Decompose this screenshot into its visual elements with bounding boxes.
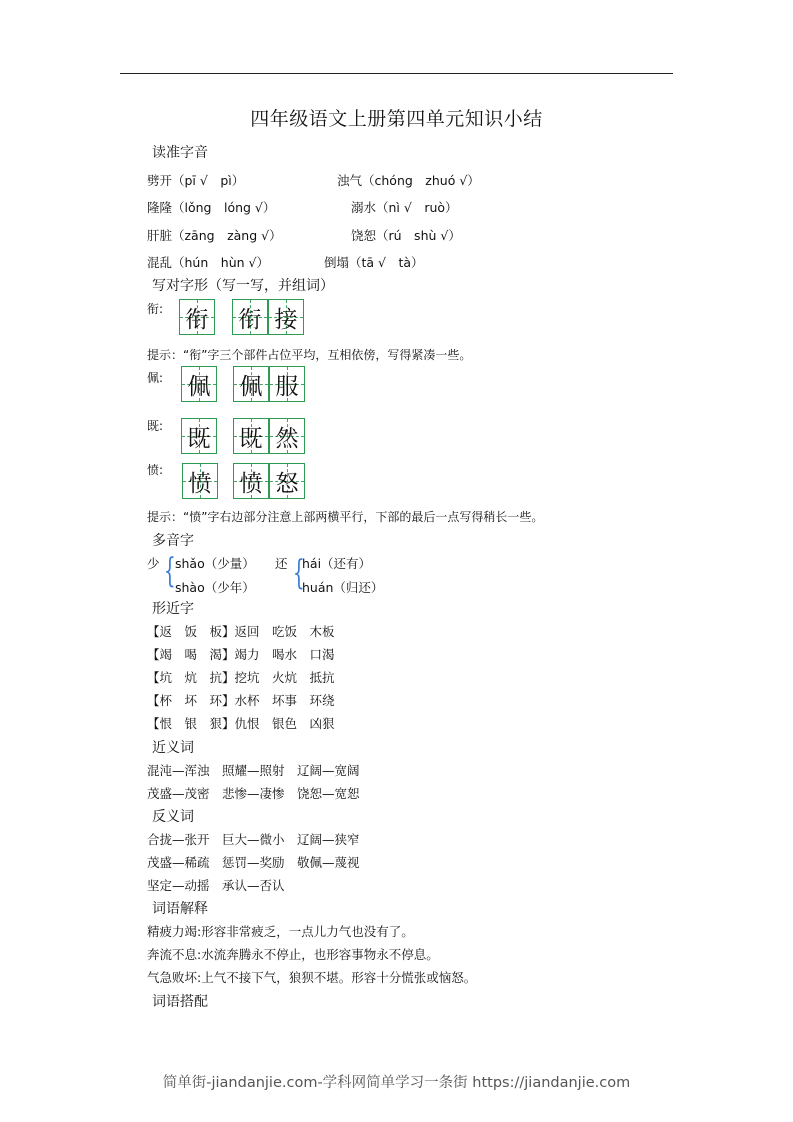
pron-item: 肝脏（zāng zàng √） xyxy=(147,228,282,243)
pron-item: 溺水（nì √ ruò） xyxy=(351,200,458,215)
writing-grid-box: 既 xyxy=(233,418,269,454)
writing-grid-box: 佩 xyxy=(181,366,217,402)
polyphone-char: 少 xyxy=(147,556,160,571)
section-heading-glyph: 写对字形（写一写，并组词） xyxy=(152,278,334,294)
writing-grid-box: 然 xyxy=(269,418,305,454)
section-heading-pronunciation: 读准字音 xyxy=(152,145,208,161)
footer-watermark: 简单街-jiandanjie.com-学科网简单学习一条街 https://jiandanjie.com xyxy=(162,1075,631,1091)
grid-label: 愤: xyxy=(147,463,164,477)
polyphone-reading: shào（少年） xyxy=(175,580,255,595)
section-heading-explain: 词语解释 xyxy=(152,901,208,917)
similar-row: 【竭 喝 渴】竭力 喝水 口渴 xyxy=(147,647,335,662)
writing-grid-box: 接 xyxy=(268,299,304,335)
pron-item: 倒塌（tā √ tà） xyxy=(324,255,424,270)
polyphone-reading: shǎo（少量） xyxy=(175,556,255,571)
pron-item: 浊气（chóng zhuó √） xyxy=(337,173,480,188)
section-heading-antonyms: 反义词 xyxy=(152,809,194,825)
section-heading-collocation: 词语搭配 xyxy=(152,994,208,1010)
writing-grid-box: 怒 xyxy=(269,463,305,499)
similar-row: 【坑 炕 抗】挖坑 火炕 抵抗 xyxy=(147,670,335,685)
antonym-row: 合拢—张开 巨大—微小 辽阔—狭窄 xyxy=(147,832,360,847)
antonym-row: 茂盛—稀疏 惩罚—奖励 敬佩—蔑视 xyxy=(147,855,360,870)
polyphone-char: 还 xyxy=(275,556,288,571)
explain-row: 气急败坏:上气不接下气，狼狈不堪。形容十分慌张或恼怒。 xyxy=(147,970,477,985)
writing-grid-box: 衔 xyxy=(232,299,268,335)
similar-row: 【恨 银 狠】仇恨 银色 凶狠 xyxy=(147,716,335,731)
writing-grid-box: 服 xyxy=(269,366,305,402)
header-rule xyxy=(120,73,673,74)
grid-label: 衔: xyxy=(147,302,164,316)
polyphone-reading: huán（归还） xyxy=(302,580,384,595)
pron-item: 劈开（pī √ pì） xyxy=(147,173,245,188)
grid-label: 佩: xyxy=(147,371,164,385)
explain-row: 精疲力竭:形容非常疲乏，一点儿力气也没有了。 xyxy=(147,924,414,939)
explain-row: 奔流不息:水流奔腾永不停止，也形容事物永不停息。 xyxy=(147,947,439,962)
writing-grid-box: 既 xyxy=(181,418,217,454)
pron-item: 隆隆（lǒng lóng √） xyxy=(147,200,276,215)
writing-grid-box: 佩 xyxy=(233,366,269,402)
tip-text: 提示：“愤”字右边部分注意上部两横平行，下部的最后一点写得稍长一些。 xyxy=(147,510,544,524)
tip-text: 提示：“衔”字三个部件占位平均，互相依傍，写得紧凑一些。 xyxy=(147,348,472,362)
polyphone-reading: hái（还有） xyxy=(302,556,372,571)
writing-grid-box: 愤 xyxy=(233,463,269,499)
pron-item: 混乱（hún hùn √） xyxy=(147,255,269,270)
brace-icon: { xyxy=(163,551,176,591)
writing-grid-box: 衔 xyxy=(179,299,215,335)
antonym-row: 坚定—动摇 承认—否认 xyxy=(147,878,285,893)
synonym-row: 茂盛—茂密 悲惨—凄惨 饶恕—宽恕 xyxy=(147,786,360,801)
synonym-row: 混沌—浑浊 照耀—照射 辽阔—宽阔 xyxy=(147,763,360,778)
grid-label: 既: xyxy=(147,419,164,433)
section-heading-synonyms: 近义词 xyxy=(152,740,194,756)
similar-row: 【返 饭 板】返回 吃饭 木板 xyxy=(147,624,335,639)
pron-item: 饶恕（rú shù √） xyxy=(351,228,461,243)
similar-row: 【杯 坏 环】水杯 坏事 环绕 xyxy=(147,693,335,708)
section-heading-similar: 形近字 xyxy=(152,601,194,617)
page-title: 四年级语文上册第四单元知识小结 xyxy=(250,108,543,130)
writing-grid-box: 愤 xyxy=(182,463,218,499)
brace-icon: { xyxy=(292,553,305,593)
section-heading-polyphone: 多音字 xyxy=(152,533,194,549)
